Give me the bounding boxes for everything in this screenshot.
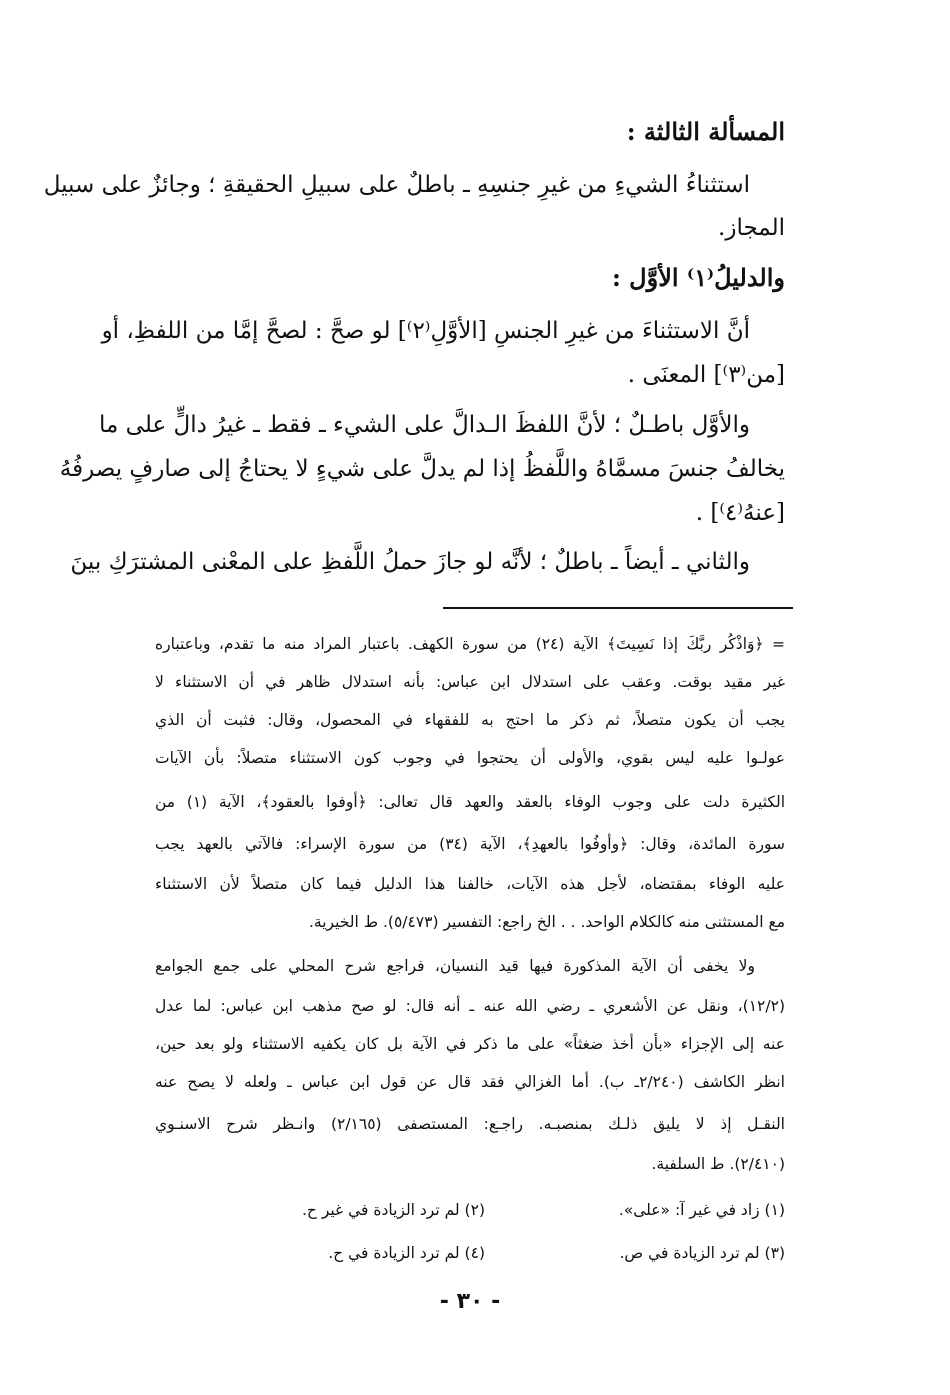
footnote-line: الكثيرة دلت على وجوب الوفاء بالعقد والعهد قال تعالى: ﴿أوفوا بالعقود﴾، الآية (١) من — [155, 793, 785, 811]
footnote-line: عولـوا عليه ليس بقوي، والأولى أن يحتجوا في وجوب كون الاستثناء متصلاً: بأن الآيات — [155, 749, 785, 767]
footnote-3: (٣) لم ترد الزيادة في ص. — [619, 1244, 785, 1262]
footnote-line: غير مقيد بوقت. وعقب على استدلال ابن عباس: بأنه استدلال ظاهر في أن الاستثناء لا — [155, 673, 785, 691]
paragraph-line: المجاز. — [718, 215, 785, 241]
footnote-4: (٤) لم ترد الزيادة في ح. — [328, 1244, 485, 1262]
footnote-2: (٢) لم ترد الزيادة في غير ح. — [301, 1201, 485, 1219]
footnote-1: (١) زاد في غير آ: «على». — [618, 1201, 785, 1219]
footnote-line: عليه الوفاء بمقتضاه، لأجل هذه الآيات، خالفنا هذا الدليل فيما كان متصلاً لأن الاستثناء — [155, 875, 785, 893]
evidence-heading: والدليلُ⁽١⁾ الأوَّل : — [611, 263, 785, 292]
page-number: - ٣٠ - — [439, 1289, 501, 1314]
footnote-line: انظر الكاشف (٢/٢٤٠ـ ب). أما الغزالي فقد قال عن قول ابن عباس ـ ولعله لا يصح عنه — [155, 1073, 785, 1091]
footnote-line: (٢/٤١٠). ط السلفية. — [651, 1155, 785, 1173]
footnote-line: مع المستثنى منه كالكلام الواحد. . . الخ راجع: التفسير (٥/٤٧٣). ط الخيرية. — [309, 913, 785, 931]
paragraph-line: أنَّ الاستثناءَ من غيرِ الجنسِ [الأوَّلِ⁽٢⁾] لو صحَّ : لصحَّ إمَّا من اللفظِ، أو — [101, 318, 750, 344]
footnote-line: سورة المائدة، وقال: ﴿وأوفُوا بالعهدِ﴾، الآية (٣٤) من سورة الإسراء: فالآتي بالعهد يجب — [155, 835, 785, 853]
paragraph-line: [عنهُ⁽٤⁾] . — [695, 500, 785, 526]
paragraph-line: والثاني ـ أيضاً ـ باطلٌ ؛ لأنَّه لو جازَ حملُ اللَّفظِ على المعْنى المشترَكِ بينَ — [70, 549, 750, 575]
footnote-line: عنه إلى الإجزاء «بأن أخذ ضغثاً» على ما ذكر في الآية بل كان يكفيه الاستثناء ولو بعد حين، — [155, 1035, 785, 1053]
footnote-line: = ﴿وَاذْكُر ربَّكَ إذا نَسِيتَ﴾ الآية (٢٤) من سورة الكهف. باعتبار المراد منه ما تقدم، وباعتباره — [155, 635, 785, 653]
footnote-separator — [443, 607, 793, 609]
footnote-line: ولا يخفى أن الآية المذكورة فيها قيد النسيان، فراجع شرح المحلي على جمع الجوامع — [155, 957, 755, 975]
footnote-line: (١٢/٢)، ونقل عن الأشعري ـ رضي الله عنه ـ أنه قال: لو صح مذهب ابن عباس: لما عدل — [155, 997, 785, 1015]
paragraph-line: والأوَّل باطـلٌ ؛ لأنَّ اللفظَ الـدالَّ على الشيء ـ فقط ـ غيرُ دالٍّ على ما — [99, 412, 750, 438]
paragraph-line: استثناءُ الشيءِ من غيرِ جنسِهِ ـ باطلٌ على سبيلِ الحقيقةِ ؛ وجائزٌ على سبيل — [43, 172, 750, 198]
paragraph-line: يخالفُ جنسَ مسمَّاهُ واللَّفظُ إذا لم يدلَّ على شيءٍ لا يحتاجُ إلى صارفٍ يصرفُهُ — [59, 456, 785, 482]
footnote-line: يجب أن يكون متصلاً، ثم ذكر ما احتج به للفقهاء في المحصول، وقال: فثبت أن الذي — [155, 711, 785, 729]
footnote-line: النقـل إذ لا يليق ذلـك بمنصبـه. راجـع: المستصفى (٢/١٦٥) وانـظر شرح الاسنـوي — [155, 1115, 785, 1133]
section-heading: المسألة الثالثة : — [626, 117, 785, 146]
paragraph-line: [من⁽٣⁾] المعنَى . — [627, 362, 785, 388]
